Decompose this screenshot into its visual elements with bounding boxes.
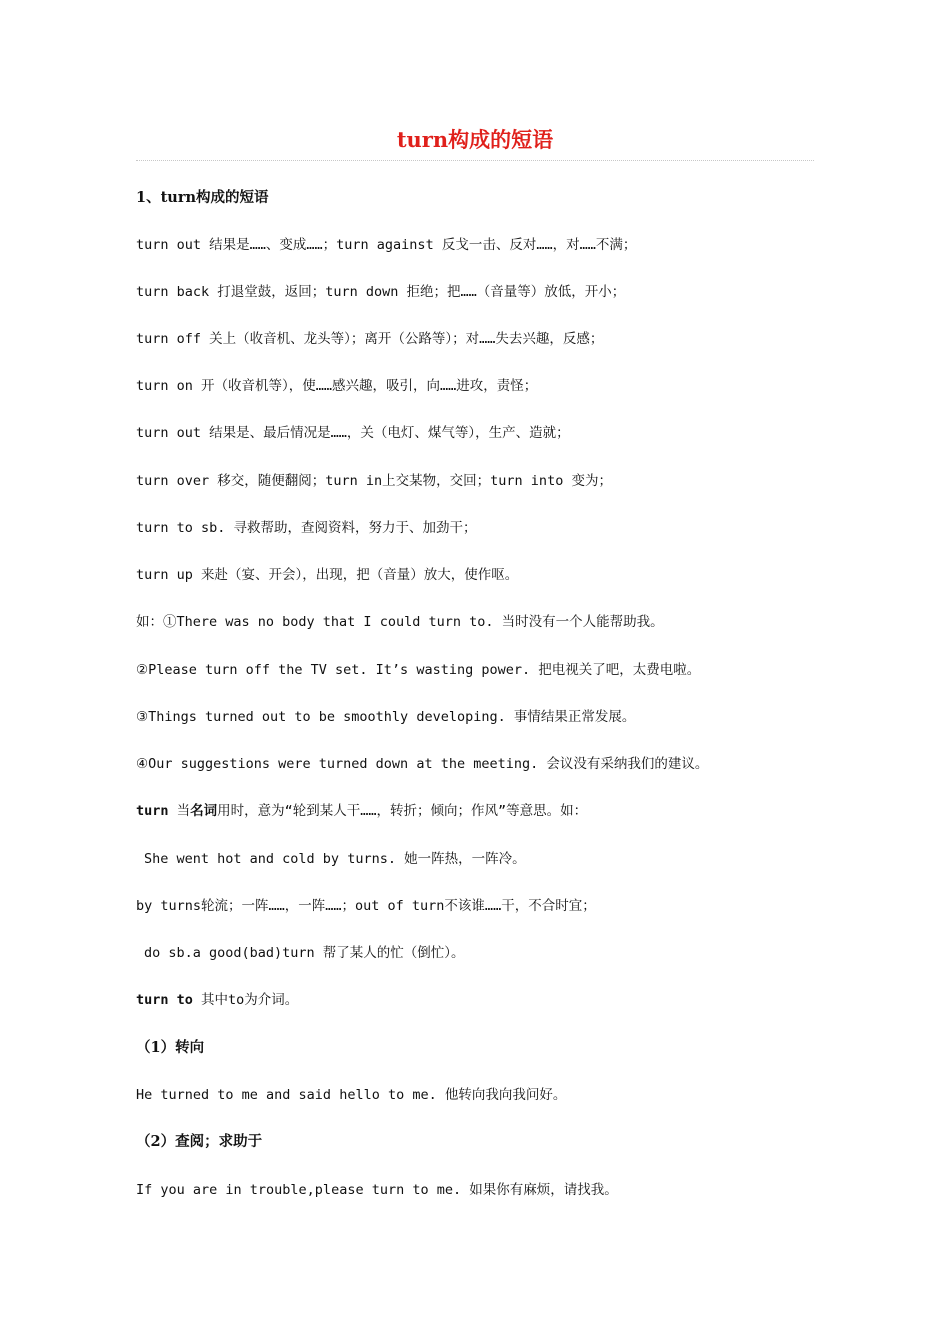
phrase-line-1: turn out 结果是……、变成……；turn against 反戈一击、反对……，对……不满； [136,237,637,253]
noun-note [136,801,587,821]
phrase-line-8: turn up 来赴（宴、开会），出现，把（音量）放大，使作呕。 [136,567,519,583]
by-turns-line: by turns轮流；一阵……，一阵……；out of turn不该谁……干，不合时宜； [136,898,596,914]
sub-example-2: If you are in trouble,please turn to me. 如果你有麻烦，请找我。 [136,1182,618,1198]
example-1: 如：①There was no body that I could turn to. 当时没有一个人能帮助我。 [136,614,664,630]
phrase-line-5: turn out 结果是、最后情况是……，关（电灯、煤气等），生产、造就； [136,425,570,441]
noun-note-pre: 当 [168,803,191,819]
turn-to-bold: turn to [136,992,193,1008]
example-2: ②Please turn off the TV set. It’s wasting power. 把电视关了吧，太费电啦。 [136,662,701,678]
example-4: ④Our suggestions were turned down at the meeting. 会议没有采纳我们的建议。 [136,756,709,772]
phrase-line-7: turn to sb. 寻救帮助，查阅资料，努力于、加劲干； [136,520,477,536]
sub-example-1: He turned to me and said hello to me. 他转向我向我问好。 [136,1087,567,1103]
sub-heading-2: （2）查阅；求助于 [136,1133,263,1150]
phrase-line-4: turn on 开（收音机等），使……感兴趣，吸引，向……进攻，责怪； [136,378,538,394]
document-title: turn构成的短语 [396,127,554,152]
phrase-line-6: turn over 移交，随便翻阅；turn in上交某物，交回；turn into 变为； [136,473,612,489]
phrase-line-3: turn off 关上（收音机、龙头等）；离开（公路等）；对……失去兴趣，反感； [136,331,604,347]
turn-to-rest: 其中to为介词。 [192,992,299,1008]
good-turn-line: do sb.a good(bad)turn 帮了某人的忙（倒忙）。 [144,945,465,961]
noun-note-post: 用时，意为“轮到某人干……，转折；倾向；作风”等意思。如： [217,803,588,819]
noun-example: She went hot and cold by turns. 她一阵热，一阵冷。 [144,851,526,867]
title-divider [136,160,814,161]
sub-heading-1: （1）转向 [136,1039,205,1056]
example-3: ③Things turned out to be smoothly developing. 事情结果正常发展。 [136,709,636,725]
phrase-line-2: turn back 打退堂鼓，返回；turn down 拒绝；把……（音量等）放低，开小； [136,284,626,300]
noun-note-word: turn [136,803,169,819]
noun-note-term: 名词 [190,803,218,819]
section-heading: 1、turn构成的短语 [136,189,269,206]
turn-to-line [136,990,298,1010]
